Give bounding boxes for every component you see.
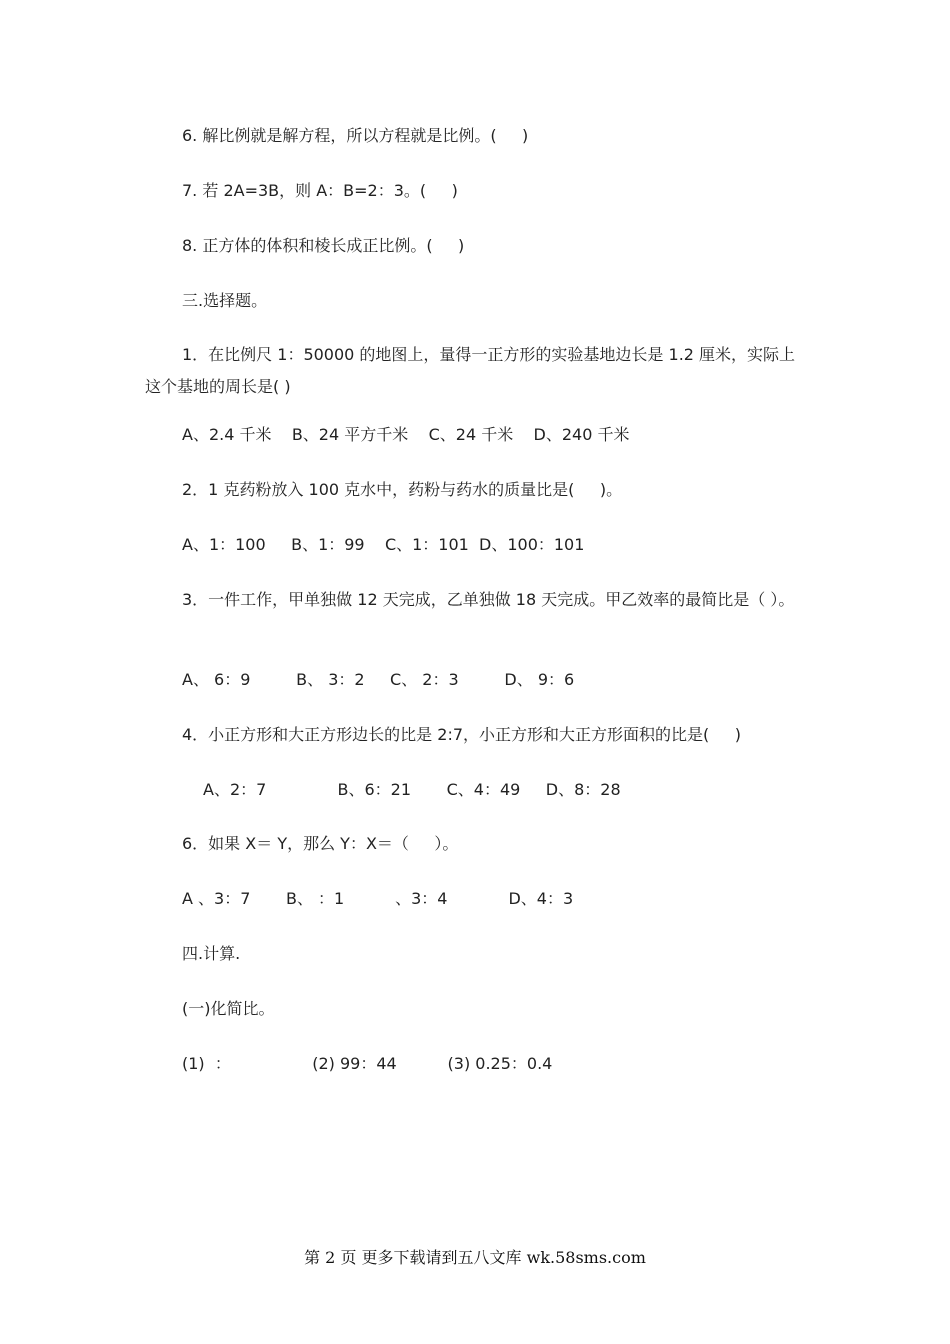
choice-question-6-options: A 、3：7 B、 ：1 、3：4 D、4：3 [182, 889, 574, 908]
section-4-subtitle: (一)化简比。 [182, 999, 275, 1018]
page-footer: 第 2 页 更多下载请到五八文库 wk.58sms.com [304, 1248, 646, 1267]
choice-question-3: 3．一件工作，甲单独做 12 天完成，乙单独做 18 天完成。甲乙效率的最简比是（ ）。 [182, 590, 795, 609]
judgement-question-7: 7. 若 2A=3B，则 A：B=2：3。( ) [182, 181, 458, 200]
judgement-question-8: 8. 正方体的体积和棱长成正比例。( ) [182, 236, 465, 255]
choice-question-1-options: A、2.4 千米 B、24 平方千米 C、24 千米 D、240 千米 [182, 425, 630, 444]
judgement-question-6: 6. 解比例就是解方程，所以方程就是比例。( ) [182, 126, 529, 145]
section-3-title: 三.选择题。 [182, 291, 268, 310]
choice-question-2-options: A、1：100 B、1：99 C、1：101 D、100：101 [182, 535, 585, 554]
choice-question-3-options: A、 6：9 B、 3：2 C、 2：3 D、 9：6 [182, 670, 575, 689]
section-4-title: 四.计算. [182, 944, 241, 963]
choice-question-4-options: A、2：7 B、6：21 C、4：49 D、8：28 [203, 780, 621, 799]
choice-question-4: 4．小正方形和大正方形边长的比是 2:7，小正方形和大正方形面积的比是( ) [182, 725, 741, 744]
simplify-ratio-items: (1) ： (2) 99：44 (3) 0.25：0.4 [182, 1054, 553, 1073]
choice-question-2: 2．1 克药粉放入 100 克水中，药粉与药水的质量比是( )。 [182, 480, 623, 499]
choice-question-1: 1．在比例尺 1：50000 的地图上，量得一正方形的实验基地边长是 1.2 厘米，实际上这个基地的周长是( ) [145, 345, 796, 396]
choice-question-6: 6．如果 X＝ Y，那么 Y：X＝（ ）。 [182, 834, 459, 853]
